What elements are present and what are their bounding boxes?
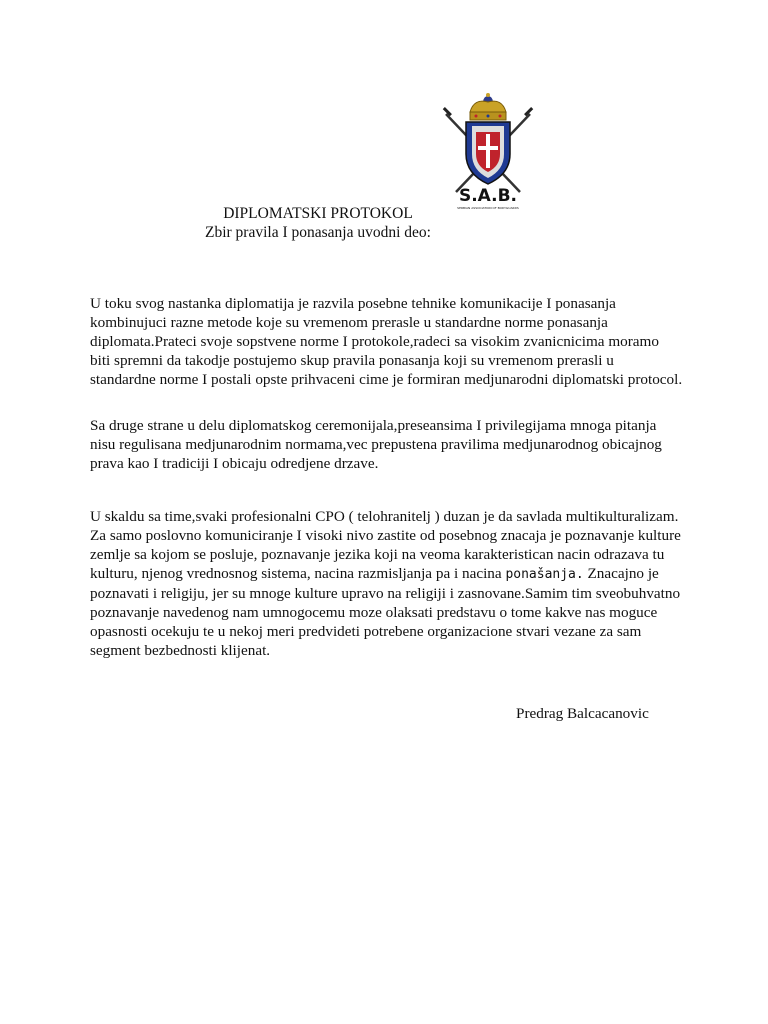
paragraph-line: diplomata.Prateci svoje sopstvene norme I protokole,radeci sa visokim zvanicnicima moramo (90, 333, 659, 350)
document-subtitle: Zbir pravila I ponasanja uvodni deo: (205, 224, 431, 241)
monospace-word: ponašanja. (505, 567, 584, 582)
line-text: Znacajno je (583, 565, 659, 582)
paragraph-line: prava kao I tradiciji I obicaju odredjene drzave. (90, 455, 379, 472)
paragraph-line: Sa druge strane u delu diplomatskog ceremonijala,preseansima I privilegijama mnoga pitanja (90, 417, 657, 434)
paragraph-line: segment bezbednosti klijenat. (90, 642, 271, 659)
paragraph-line: U toku svog nastanka diplomatija je razvila posebne tehnike komunikacije I ponasanja (90, 295, 616, 312)
paragraph-line (90, 564, 690, 584)
signature: Predrag Balcacanovic (516, 705, 649, 722)
paragraph-line: poznavati i religiju, jer su mnoge kulture upravo na religiji i zasnovane.Samim tim sveobuhvatno (90, 585, 681, 602)
line-text: kulturu, njenog vrednosnog sistema, nacina razmisljanja pa i nacina (90, 565, 506, 582)
paragraph-line: Za samo poslovno komuniciranje I visoki nivo zastite od posebnog znacaja je poznavanje kulture (90, 527, 681, 544)
paragraph-1 (90, 294, 690, 389)
paragraph-line: U skaldu sa time,svaki profesionalni CPO ( telohranitelj ) duzan je da savlada multikulturalizam. (90, 508, 679, 525)
paragraph-line: standardne norme I postali opste prihvaceni cime je formiran medjunarodni diplomatski protocol. (90, 371, 683, 388)
paragraph-line: nisu regulisana medjunarodnim normama,vec prepustena pravilima medjunarodnog obicajnog (90, 436, 662, 453)
paragraph-2 (90, 416, 690, 473)
paragraph-line: poznavanje navedenog nam umnogocemu moze olaksati predstavu o tome kakve nas moguce (90, 604, 658, 621)
sab-logo (440, 92, 536, 212)
document-header (160, 204, 476, 242)
paragraph-line: kombinujuci razne metode koje su vremenom prerasle u standardne norme ponasanja (90, 314, 608, 331)
paragraph-line: biti spremni da takodje postujemo skup pravila ponasanja koji su vremenom prerasli u (90, 352, 614, 369)
svg-text:S.A.B.: S.A.B. (458, 186, 518, 206)
paragraph-line: zemlje sa kojom se posluje, poznavanje jezika koji na veoma karakteristican nacin odrazava tu (90, 546, 665, 563)
svg-text:SERBIAN ASSOCIATION OF BODYGUA: SERBIAN ASSOCIATION OF BODYGUARDS (457, 206, 519, 210)
paragraph-3 (90, 507, 690, 660)
paragraph-line: opasnosti ocekuju te u nekoj meri predvideti potrebene organizacione stvari vezane za sam (90, 623, 642, 640)
document-title: DIPLOMATSKI PROTOKOL (223, 205, 413, 222)
sab-emblem-icon (440, 92, 536, 212)
